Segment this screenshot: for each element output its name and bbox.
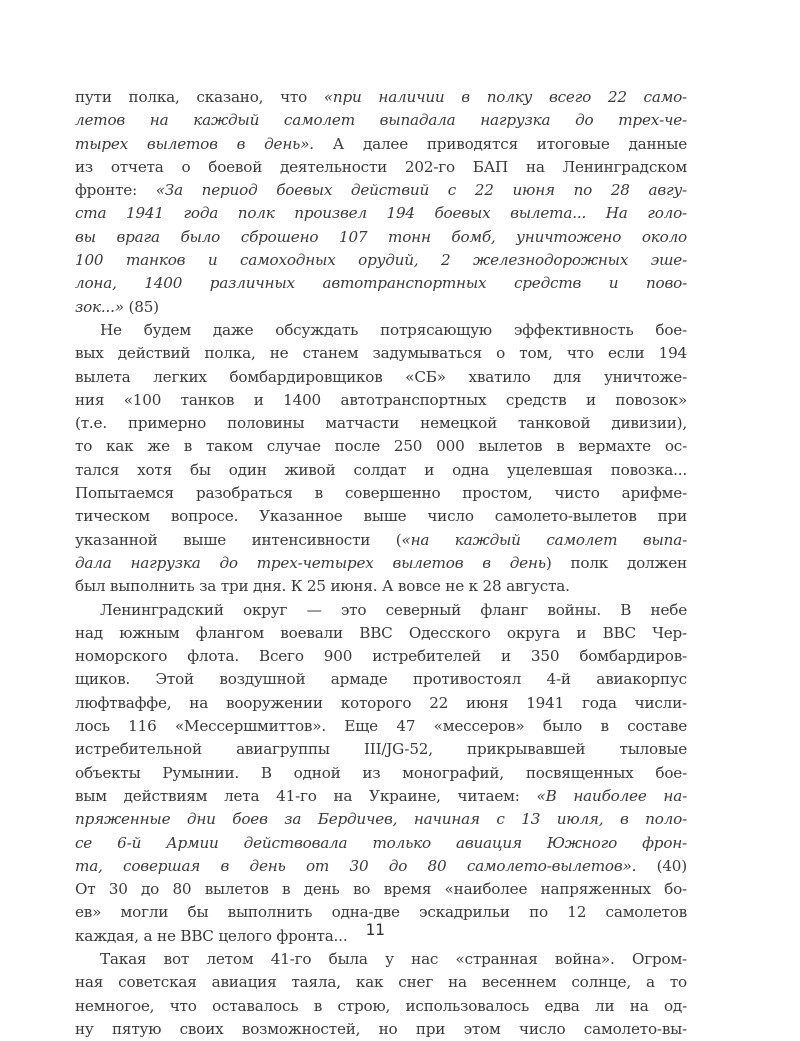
text-line	[75, 109, 687, 132]
text-run: От 30 до 80 вылетов в день во время «наиболее напряженных бо-	[75, 880, 687, 899]
text-line	[75, 435, 687, 458]
text-line	[75, 319, 687, 342]
text-run: номорского флота. Всего 900 истребителей и 350 бомбардиров-	[75, 647, 687, 666]
text-run: (40)	[636, 856, 687, 875]
text-line	[75, 342, 687, 365]
quote-text: «при наличии в полку всего 22 само-	[323, 88, 687, 106]
text-run: вых действий полка, не станем задумываться о том, что если 194	[75, 344, 687, 363]
text-line	[75, 459, 687, 482]
quote-text: «на каждый самолет выпа-	[401, 530, 687, 549]
text-line	[75, 226, 687, 249]
text-line	[75, 692, 687, 715]
text-run: люфтваффе, на вооружении которого 22 июня 1941 года числи-	[75, 693, 687, 712]
text-run: Попытаемся разобраться в совершенно простом, чисто арифме-	[75, 484, 687, 503]
text-run: (85)	[123, 297, 159, 316]
text-line	[75, 645, 687, 668]
text-line	[75, 738, 687, 761]
text-run: вылета легких бомбардировщиков «СБ» хватило для уничтоже-	[75, 367, 687, 386]
text-line	[75, 179, 687, 202]
text-run: истребительной авиагруппы III/JG-52, прикрывавшей тыловые	[75, 740, 687, 759]
text-run: тическом вопросе. Указанное выше число самолето-вылетов при	[75, 507, 687, 526]
text-run: немногое, что оставалось в строю, использовалось едва ли на од-	[75, 996, 687, 1015]
text-line	[75, 995, 687, 1018]
quote-text: «В наиболее на-	[536, 786, 688, 805]
text-run: был выполнить за три дня. К 25 июня. А вовсе не к 28 августа.	[75, 577, 570, 596]
text-run: вым действиям лета 41-го на Украине, читаем:	[75, 786, 537, 805]
text-line	[75, 785, 687, 808]
quote-text: «За период боевых действий с 22 июня по 28 авгу-	[155, 181, 687, 200]
text-line	[75, 855, 687, 878]
text-line	[75, 156, 687, 179]
text-run: А далее приводятся итоговые данные	[313, 134, 687, 153]
text-line	[75, 575, 687, 598]
text-run: щиков. Этой воздушной армаде противостоял 4-й авиакорпус	[75, 670, 687, 689]
text-line	[75, 412, 687, 435]
quote-text: та, совершая в день от 30 до 80 самолето-вылетов».	[75, 856, 637, 875]
text-line	[75, 505, 687, 528]
text-run: объекты Румынии. В одной из монографий, посвященных бое-	[75, 763, 687, 782]
quote-text: 100 танков и самоходных орудий, 2 железнодорожных эше-	[75, 251, 687, 270]
text-run: ная советская авиация таяла, как снег на весеннем солнце, а то	[75, 973, 687, 992]
text-line	[75, 249, 687, 272]
text-line	[75, 668, 687, 691]
text-line	[75, 808, 687, 831]
text-run: то как же в таком случае после 250 000 вылетов в вермахте ос-	[75, 437, 687, 456]
text-line	[75, 1018, 687, 1041]
text-line	[75, 971, 687, 994]
text-run: ) полк должен	[545, 553, 687, 572]
text-line	[75, 482, 687, 505]
text-run: ну пятую своих возможностей, но при этом число самолето-вы-	[75, 1019, 687, 1038]
text-line	[75, 599, 687, 622]
text-line	[75, 366, 687, 389]
text-line	[75, 133, 687, 156]
text-run: (т.е. примерно половины матчасти немецкой танковой дивизии),	[75, 414, 687, 433]
text-run: Ленинградский округ — это северный фланг войны. В небе	[100, 600, 687, 619]
quote-text: лона, 1400 различных автотранспортных средств и пово-	[75, 274, 687, 293]
text-line	[75, 552, 687, 575]
quote-text: тырех вылетов в день».	[75, 134, 314, 153]
text-line	[75, 948, 687, 971]
text-line	[75, 296, 687, 319]
text-run: из отчета о боевой деятельности 202-го БАП на Ленинградском	[75, 157, 687, 176]
text-line	[75, 715, 687, 738]
quote-text: се 6-й Армии действовала только авиация Южного фрон-	[75, 833, 687, 852]
text-run: указанной выше интенсивности (	[75, 530, 402, 549]
text-line	[75, 832, 687, 855]
quote-text: дала нагрузка до трех-четырех вылетов в день	[75, 553, 546, 572]
text-line	[75, 529, 687, 552]
quote-text: летов на каждый самолет выпадала нагрузка до трех-че-	[75, 111, 687, 130]
text-line	[75, 202, 687, 225]
quote-text: пряженные дни боев за Бердичев, начиная с 13 июля, в поло-	[75, 810, 687, 829]
text-run: Такая вот летом 41-го была у нас «странная война». Огром-	[100, 949, 687, 968]
text-line	[75, 272, 687, 295]
quote-text: вы врага было сброшено 107 тонн бомб, уничтожено около	[75, 227, 687, 246]
text-line	[75, 86, 687, 109]
page-number: 11	[365, 920, 385, 939]
text-run: ния «100 танков и 1400 автотранспортных средств и повозок»	[75, 390, 687, 409]
text-line	[75, 622, 687, 645]
text-run: лось 116 «Мессершмиттов». Еще 47 «мессеров» было в составе	[75, 717, 687, 736]
text-run: ев» могли бы выполнить одна-две эскадрильи по 12 самолетов	[75, 903, 687, 922]
text-run: пути полка, сказано, что	[75, 88, 324, 106]
body-text	[75, 86, 687, 1041]
text-line	[75, 878, 687, 901]
text-run: фронте:	[75, 181, 156, 200]
text-line	[75, 762, 687, 785]
text-run: тался хотя бы один живой солдат и одна уцелевшая повозка...	[75, 460, 687, 479]
text-run: Не будем даже обсуждать потрясающую эффективность бое-	[100, 320, 687, 339]
text-run: каждая, а не ВВС целого фронта...	[75, 926, 348, 945]
quote-text: зок...»	[75, 297, 124, 316]
text-line	[75, 389, 687, 412]
text-run: над южным флангом воевали ВВС Одесского округа и ВВС Чер-	[75, 623, 687, 642]
quote-text: ста 1941 года полк произвел 194 боевых вылета... На голо-	[75, 204, 687, 223]
